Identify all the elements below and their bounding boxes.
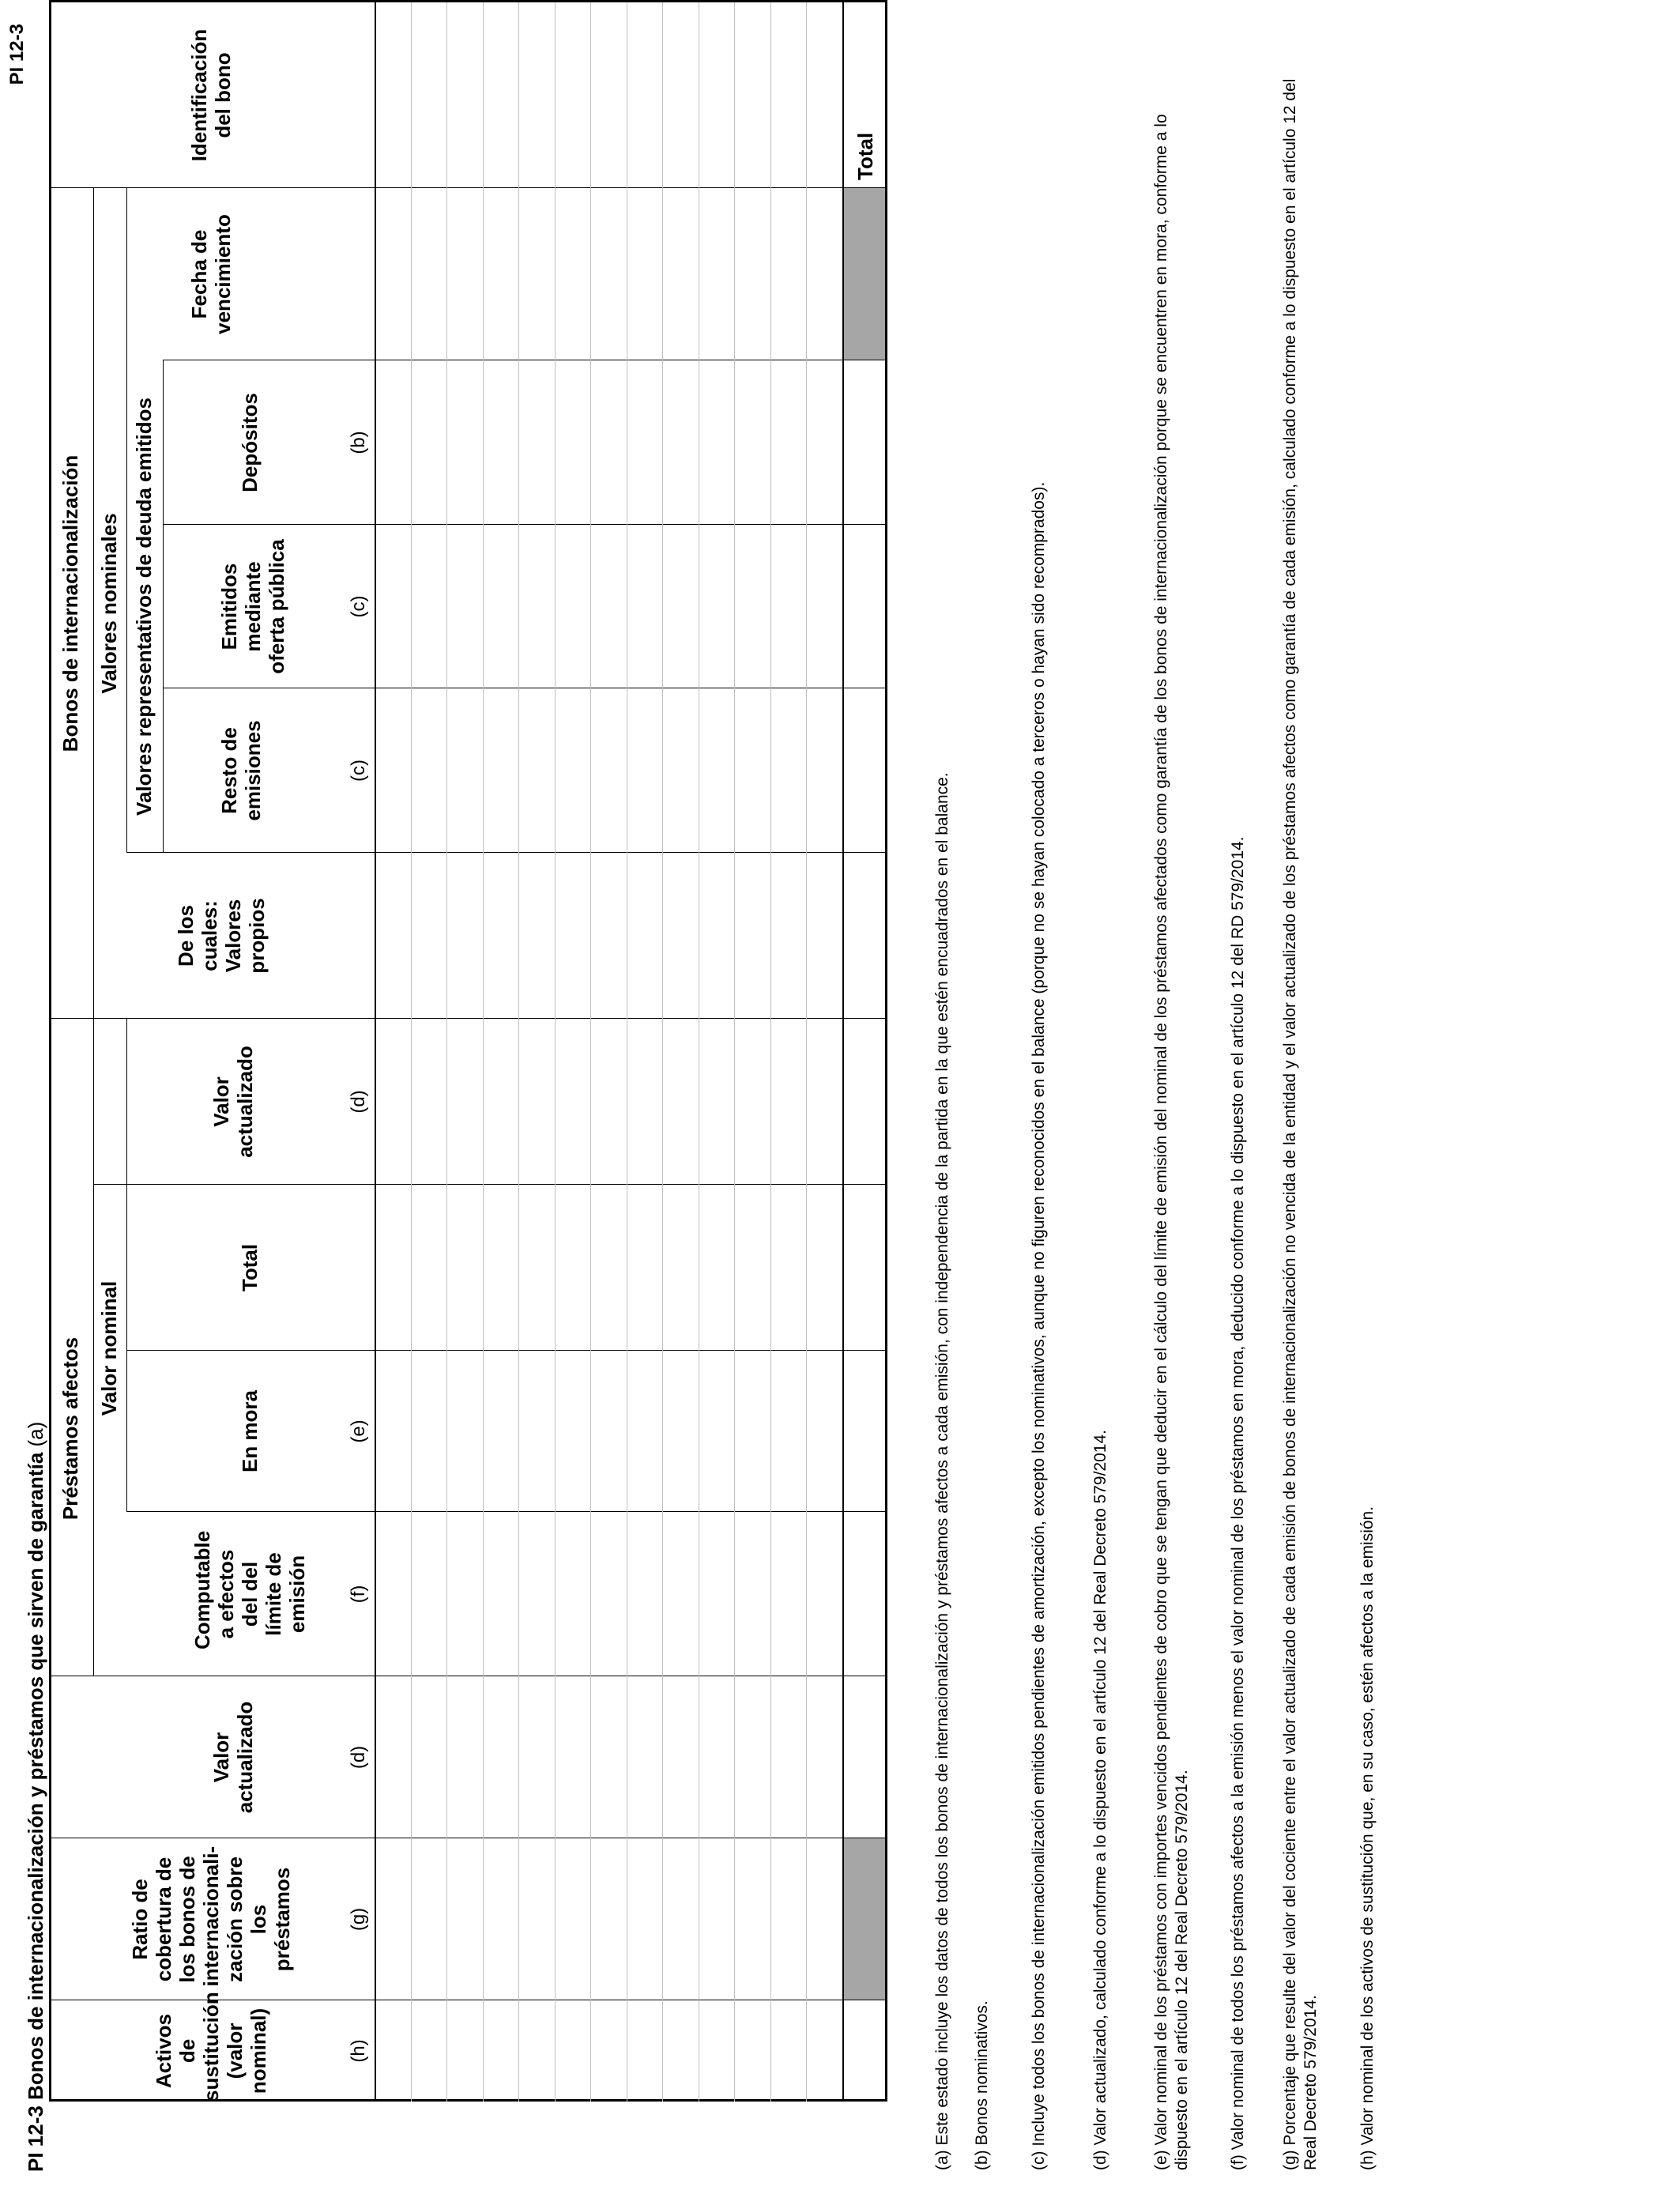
letter-f: (f): [348, 1585, 369, 1604]
letter-e: (e): [348, 1419, 369, 1443]
total-ratio-shaded: [844, 1838, 885, 2000]
header-ratio-cobertura: Ratio de cobertura de los bonos de internacionali-zación sobre los préstamos: [128, 1845, 294, 1987]
header-activos-sustitucion: Activos de sustitución (valor nominal): [152, 1992, 270, 2102]
header-bonos-internacionalizacion: Bonos de internacionalización: [58, 454, 83, 752]
page-code: PI 12-3: [6, 24, 28, 85]
header-valores-nominales: Valores nominales: [97, 513, 122, 694]
letter-c-resto: (c): [348, 760, 369, 782]
header-valores-propios: De los cuales: Valores propios: [174, 898, 269, 974]
letter-d-prest: (d): [348, 1745, 369, 1770]
table-row-divider: [411, 2, 412, 2102]
letter-d-bonos: (d): [348, 1090, 369, 1114]
header-total-prestamos: Total: [238, 1243, 262, 1292]
table-row-divider: [590, 2, 591, 2102]
header-computable: Computable a efectos del del límite de emisión: [190, 1530, 309, 1649]
header-valor-actualizado-bonos: Valor actualizado: [209, 1046, 257, 1158]
table-row-divider: [483, 2, 484, 2102]
note-f: (f) Valor nominal de todos los préstamos afectos a la emisión menos el valor nominal de los préstamos en mora, deducido conforme a lo dispuesto en el artículo 12 del RD 579/2014.: [1229, 836, 1247, 2170]
title-ref: (a): [24, 1421, 47, 1447]
letter-c-emitidos: (c): [348, 595, 369, 618]
header-valor-actualizado-prestamos: Valor actualizado: [209, 1701, 257, 1814]
header-emitidos-oferta: Emitidos mediante oferta pública: [217, 539, 288, 674]
note-c: (c) Incluye todos los bonos de internacionalización emitidos pendientes de amortización, excepto los nominativos, aunque no figuren reconocidos en el balance (porque no se hayan colocado a terceros o hayan sido recomprados).: [1030, 481, 1048, 2170]
table-row-divider: [734, 2, 735, 2102]
table-row-divider: [662, 2, 663, 2102]
letter-h: (h): [348, 2039, 369, 2063]
table-row-divider: [806, 2, 807, 2102]
table-bottom-border: [885, 0, 887, 2102]
header-valores-representativos: Valores representativos de deuda emitidos: [132, 398, 156, 816]
header-depositos: Depósitos: [238, 393, 262, 492]
table-row-divider: [770, 2, 771, 2102]
table-row-divider: [446, 2, 447, 2102]
header-bottom-line: [375, 2, 376, 2102]
note-a: (a) Este estado incluye los datos de todos los bonos de internacionalización y préstamos afectos a cada emisión, con independencia de la partida en la que estén encuadrados en el balance.: [933, 772, 951, 2170]
letter-g: (g): [348, 1907, 369, 1932]
header-identificacion-bono: Identificación del bono: [187, 28, 235, 162]
title-main: PI 12-3 Bonos de internacionalización y préstamos que sirven de garantía: [24, 1452, 47, 2172]
note-b: (b) Bonos nominativos.: [973, 2000, 991, 2170]
table-row-divider: [518, 2, 519, 2102]
header-valor-nominal: Valor nominal: [97, 1280, 122, 1416]
header-prestamos-afectos: Préstamos afectos: [58, 1336, 83, 1521]
note-h: (h) Valor nominal de los activos de sustitución que, en su caso, estén afectos a la emisión.: [1358, 1506, 1377, 2170]
letter-b: (b): [348, 431, 369, 454]
note-g: (g) Porcentaje que resulte del valor del cociente entre el valor actualizado de cada emisión de bonos de internacionalización no vencida de la entidad y el valor actualizado de los préstamos afectos como garantía de cada emisión, calculado conforme a lo dispuesto en el artículo 12 del Real Decreto 579/2014.: [1281, 78, 1320, 2170]
header-fecha-vencimiento: Fecha de vencimiento: [187, 214, 235, 334]
header-en-mora: En mora: [238, 1389, 262, 1473]
table-row-divider: [555, 2, 556, 2102]
total-fecha-shaded: [844, 188, 885, 360]
note-e: (e) Valor nominal de los préstamos con importes vencidos pendientes de cobro que se tengan que deducir en el cálculo del límite de emisión del nominal de los préstamos afectados como garantía de los bonos de internacionalización porque se encuentren en mora, conforme a lo dispuesto en el artículo 12 del Real Decreto 579/2014.: [1152, 114, 1191, 2170]
header-resto-emisiones: Resto de emisiones: [217, 720, 265, 821]
note-d: (d) Valor actualizado, calculado conforme a lo dispuesto en el artículo 12 del Real Decreto 579/2014.: [1091, 1429, 1109, 2170]
total-row-label: Total: [853, 132, 877, 180]
